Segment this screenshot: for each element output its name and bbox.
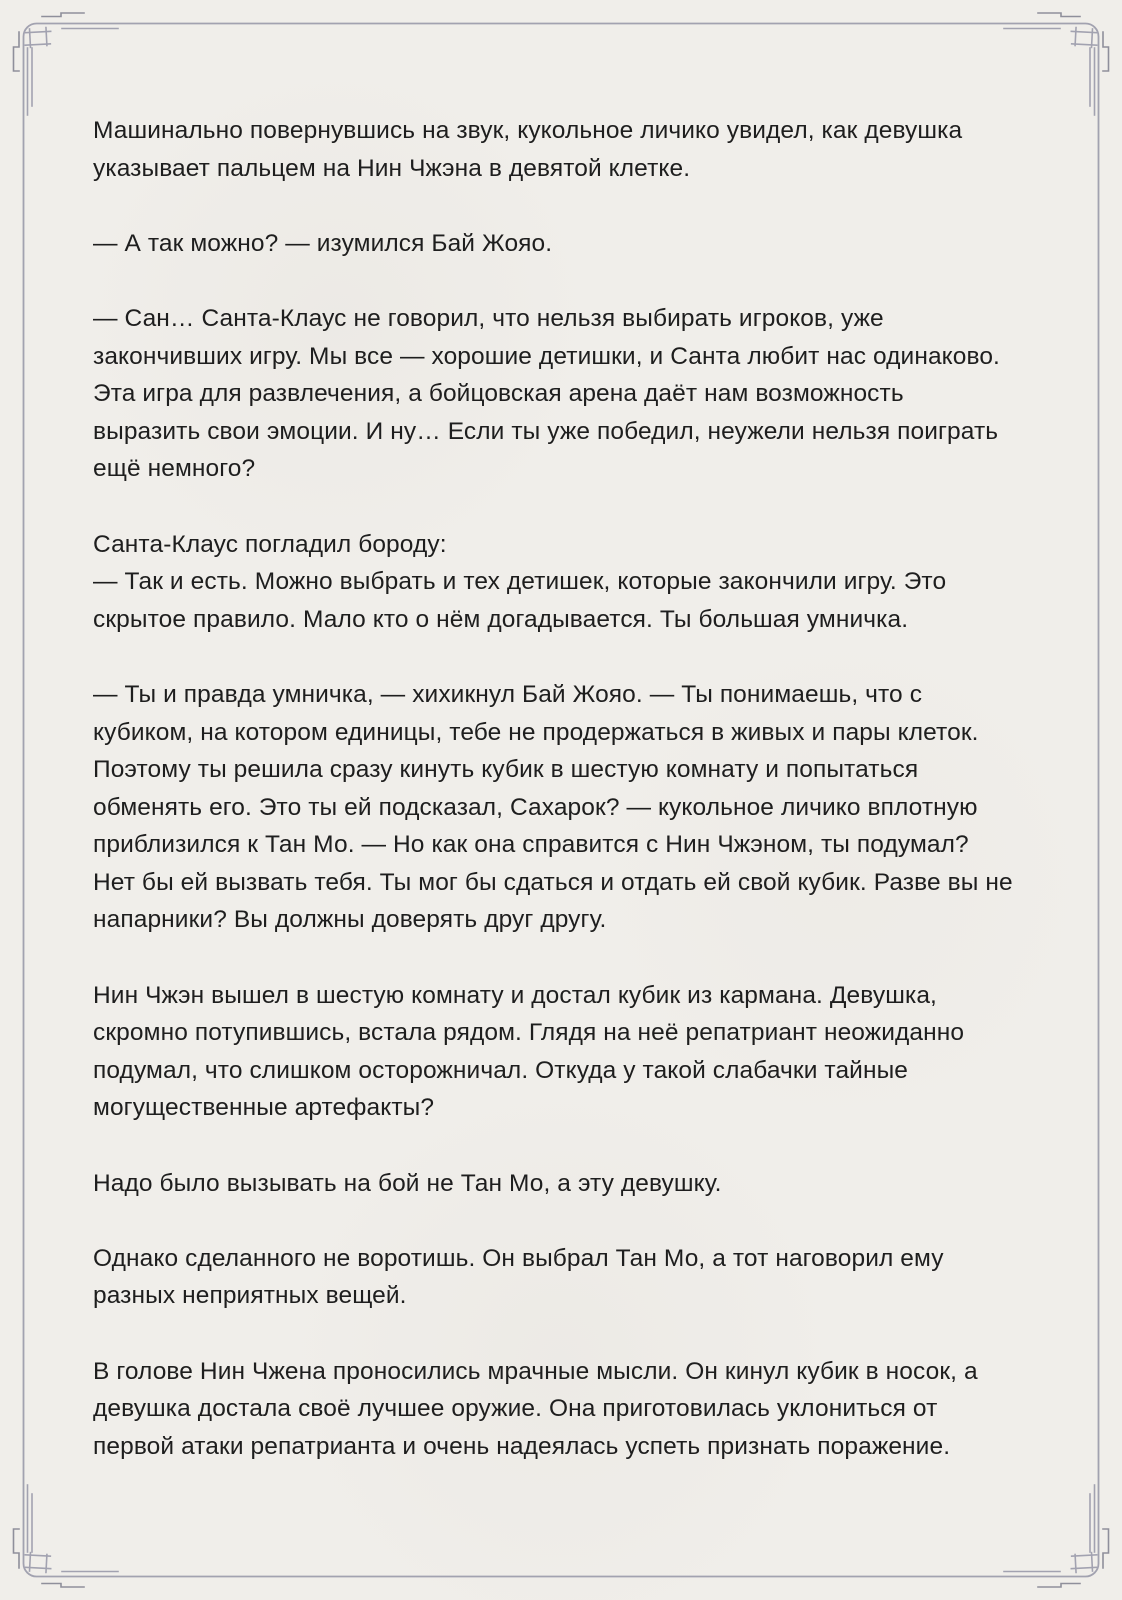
corner-ornament-bottom-right: [1004, 1485, 1109, 1587]
paragraph-10: В голове Нин Чжена проносились мрачные мысли. Он кинул кубик в носок, а девушка достала своё лучшее оружие. Она приготовилась уклониться от первой атаки репатрианта и очень надеялась успеть признать поражение.: [93, 1357, 978, 1460]
paragraph-2: — А так можно? — изумился Бай Жояо.: [93, 229, 553, 257]
paragraph-7: Нин Чжэн вышел в шестую комнату и достал кубик из кармана. Девушка, скромно потупившись, встала рядом. Глядя на неё репатриант неожиданно подумал, что слишком осторожничал. Откуда у такой слабачки тайные могущественные артефакты?: [93, 981, 965, 1122]
corner-ornament-bottom-left: [14, 1485, 119, 1587]
paragraph-8: Надо было вызывать на бой не Тан Мо, а эту девушку.: [93, 1169, 722, 1197]
paragraph-9: Однако сделанного не воротишь. Он выбрал Тан Мо, а тот наговорил ему разных неприятных вещей.: [93, 1244, 944, 1310]
paragraph-6: — Ты и правда умничка, — хихикнул Бай Жояо. — Ты понимаешь, что с кубиком, на котором единицы, тебе не продержаться в живых и пары клеток. Поэтому ты решила сразу кинуть кубик в шестую комнату и попытаться обменять его. Это ты ей подсказал, Сахарок? — кукольное личико вплотную приблизился к Тан Мо. — Но как она справится с Нин Чжэном, ты подумал? Нет бы ей вызвать тебя. Ты мог бы сдаться и отдать ей свой кубик. Разве вы не напарники? Вы должны доверять друг другу.: [93, 680, 1013, 934]
paragraph-3: — Сан… Санта-Клаус не говорил, что нельзя выбирать игроков, уже закончивших игру. Мы все — хорошие детишки, и Санта любит нас одинаково. Эта игра для развлечения, а бойцовская арена даёт нам возможность выразить свои эмоции. И ну… Если ты уже победил, неужели нельзя поиграть ещё немного?: [93, 304, 1000, 483]
paragraph-5: — Так и есть. Можно выбрать и тех детишек, которые закончили игру. Это скрытое правило. Мало кто о нём догадывается. Ты большая умничка.: [93, 568, 947, 633]
corner-ornament-top-left: [14, 13, 119, 115]
paragraph-4: Санта-Клаус погладил бороду:: [93, 530, 447, 558]
reading-text-area: [93, 112, 1015, 1465]
paragraph-1: Машинально повернувшись на звук, кукольное личико увидел, как девушка указывает пальцем на Нин Чжэна в девятой клетке.: [93, 117, 963, 182]
corner-ornament-top-right: [1004, 13, 1109, 115]
